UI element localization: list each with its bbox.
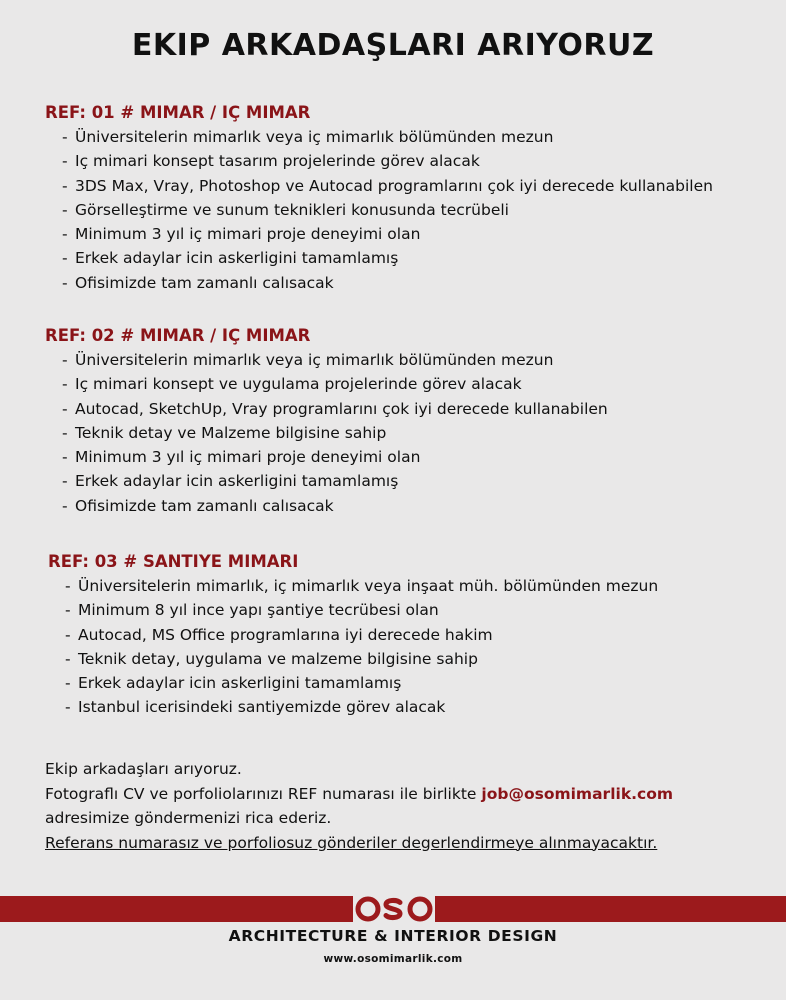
list-item: - Üniversitelerin mimarlık, iç mimarlık veya inşaat müh. bölümünden mezun: [65, 574, 658, 598]
requirements-list: [45, 125, 713, 295]
bullet-dash: -: [65, 649, 71, 668]
list-item: - Teknik detay, uygulama ve malzeme bilgisine sahip: [65, 647, 658, 671]
bullet-dash: -: [62, 351, 68, 369]
bullet-dash: -: [62, 152, 68, 171]
bullet-dash: -: [62, 399, 68, 418]
footer-website[interactable]: www.osomimarlik.com: [323, 953, 463, 965]
list-item: - Minimum 8 yıl ince yapı şantiye tecrübesi olan: [65, 598, 658, 622]
bullet-dash: -: [62, 249, 68, 268]
list-item: - Minimum 3 yıl iç mimari proje deneyimi olan: [62, 445, 608, 469]
closing-line: Ekip arkadaşları arıyoruz.: [45, 760, 242, 778]
list-item: - Autocad, MS Office programlarına iyi derecede hakim: [65, 623, 658, 647]
list-item: - 3DS Max, Vray, Photoshop ve Autocad programlarını çok iyi derecede kullanabilen: [62, 174, 713, 198]
list-item: - Erkek adaylar icin askerligini tamamlamış: [62, 469, 608, 493]
list-item: - Ofisimizde tam zamanlı calısacak: [62, 494, 608, 518]
list-item: - Üniversitelerin mimarlık veya iç mimarlık bölümünden mezun: [62, 125, 713, 149]
page-title: EKIP ARKADAŞLARI ARIYORUZ: [131, 28, 655, 63]
list-item: - Ofisimizde tam zamanlı calısacak: [62, 271, 713, 295]
bullet-dash: -: [62, 496, 68, 515]
closing-line: Fotograflı CV ve porfoliolarınızı REF numarası ile birlikte job@osomimarlik.com: [45, 784, 673, 803]
ref-heading: REF: 01 # MIMAR / IÇ MIMAR: [45, 103, 311, 122]
email-link[interactable]: job@osomimarlik.com: [481, 784, 673, 803]
position-ref-03: [48, 550, 658, 720]
list-item: - Erkek adaylar icin askerligini tamamlamış: [65, 671, 658, 695]
bullet-dash: -: [62, 273, 68, 292]
bullet-dash: -: [62, 176, 68, 195]
requirements-list: [48, 574, 658, 720]
list-item: - Teknik detay ve Malzeme bilgisine sahip: [62, 421, 608, 445]
list-item: - Iç mimari konsept ve uygulama projelerinde görev alacak: [62, 372, 608, 396]
list-item: - Autocad, SketchUp, Vray programlarını çok iyi derecede kullanabilen: [62, 397, 608, 421]
bullet-dash: -: [62, 472, 68, 491]
closing-line: adresimize göndermenizi rica ederiz.: [45, 809, 332, 827]
ref-heading: REF: 02 # MIMAR / IÇ MIMAR: [45, 326, 311, 345]
bullet-dash: -: [62, 448, 68, 467]
bullet-dash: -: [65, 625, 71, 644]
position-ref-02: [45, 324, 608, 518]
bullet-dash: -: [62, 128, 68, 146]
list-item: - Üniversitelerin mimarlık veya iç mimarlık bölümünden mezun: [62, 348, 608, 372]
ref-heading: REF: 03 # SANTIYE MIMARI: [48, 552, 299, 571]
position-ref-01: [45, 101, 713, 295]
oso-logo-mark: [353, 894, 435, 924]
bullet-dash: -: [62, 375, 68, 394]
closing-note: [45, 757, 673, 855]
closing-warning: Referans numarasız ve porfoliosuz gönderiler degerlendirmeye alınmayacaktır.: [45, 833, 658, 852]
bullet-dash: -: [65, 577, 71, 595]
list-item: - Iç mimari konsept tasarım projelerinde görev alacak: [62, 149, 713, 173]
list-item: - Istanbul icerisindeki santiyemizde görev alacak: [65, 695, 658, 719]
list-item: - Görselleştirme ve sunum teknikleri konusunda tecrübeli: [62, 198, 713, 222]
bullet-dash: -: [62, 225, 68, 244]
list-item: - Minimum 3 yıl iç mimari proje deneyimi olan: [62, 222, 713, 246]
bullet-dash: -: [62, 423, 68, 442]
list-item: - Erkek adaylar icin askerligini tamamlamış: [62, 246, 713, 270]
bullet-dash: -: [62, 200, 68, 219]
bullet-dash: -: [65, 698, 71, 717]
requirements-list: [45, 348, 608, 518]
oso-logo: [353, 894, 435, 924]
bullet-dash: -: [65, 674, 71, 693]
bullet-dash: -: [65, 601, 71, 620]
footer-tagline: ARCHITECTURE & INTERIOR DESIGN: [228, 927, 558, 945]
